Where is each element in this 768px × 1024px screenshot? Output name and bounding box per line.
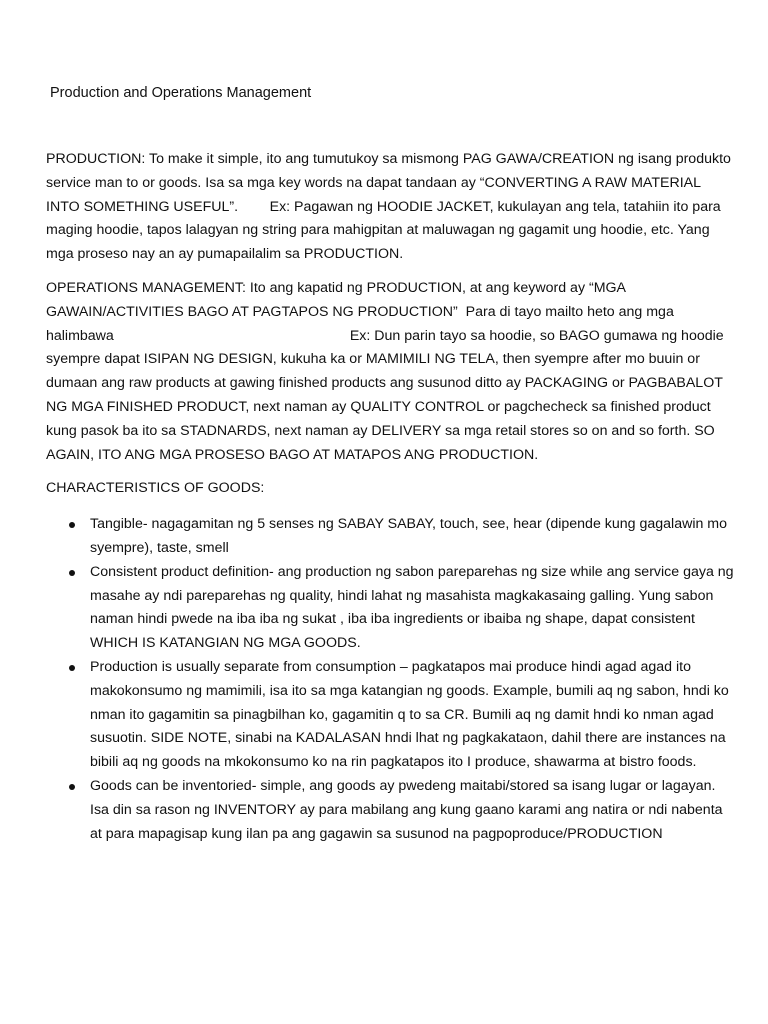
list-item-text: Production is usually separate from consumption – pagkatapos mai produce hindi agad agad ito makokonsumo ng mamimili, isa ito sa mga katangian ng goods. Example, bumili aq ng sabon, hndi ko nman ito gagamitin sa pinagbilhan ko, gagamitin q to sa CR. Bumili aq ng damit hndi ko nman agad susuotin. SIDE NOTE, sinabi na KADALASAN hndi lhat ng pagkakataon, dahil there are instances na bibili aq ng goods na mkokonsumo ko na rin pagkatapos ito I produce, shawarma at bistro foods. xyxy=(90,658,729,771)
production-paragraph: PRODUCTION: To make it simple, ito ang tumutukoy sa mismong PAG GAWA/CREATION ng isang produkto service man to or goods. Isa sa mga key words na dapat tandaan ay “CONVERTING A RAW MATERIAL INTO SOMETHING USEFUL”. Ex: Pagawan ng HOODIE JACKET, kukulayan ang tela, tatahiin ito para maging hoodie, tapos lalagyan ng string para mahigpitan at maluwagan ng gagamit ung hoodie, etc. Yang mga proseso nay an ay pumapailalim sa PRODUCTION. xyxy=(46,151,731,263)
list-item xyxy=(46,656,736,775)
characteristics-list xyxy=(46,513,736,846)
bullet-icon xyxy=(69,522,75,528)
list-item xyxy=(46,775,736,846)
operations-paragraph xyxy=(46,277,736,467)
list-item-text: Tangible- nagagamitan ng 5 senses ng SABAY SABAY, touch, see, hear (dipende kung gagalawin mo syempre), taste, smell xyxy=(90,516,728,556)
operations-paragraph-intro: OPERATIONS MANAGEMENT: Ito ang kapatid ng PRODUCTION, at ang keyword ay “MGA GAWAIN/ACTIVITIES BAGO AT PAGTAPOS NG PRODUCTION” Para di tayo mailto heto ang mga halimbawa xyxy=(46,279,674,344)
bullet-icon xyxy=(69,784,75,790)
list-item-text: Goods can be inventoried- simple, ang goods ay pwedeng maitabi/stored sa isang lugar or lagayan. Isa din sa rason ng INVENTORY ay para mabilang ang kung gaano karami ang natira or ndi nabenta at para mapagisap kung ilan pa ang gagawin sa susunod na pagpoproduce/PRODUCTION xyxy=(90,777,723,842)
characteristics-heading: CHARACTERISTICS OF GOODS: xyxy=(46,480,265,497)
bullet-icon xyxy=(69,570,75,576)
list-item-text: Consistent product definition- ang production ng sabon pareparehas ng size while ang service gaya ng masahe ay ndi pareparehas ng quality, hindi lahat ng masahista magkakasaing galling. Yung sabon naman hindi pwede na iba iba ng sukat , iba iba ingredients or ibaiba ng shape, dapat consistent WHICH IS KATANGIAN NG MGA GOODS. xyxy=(90,563,734,652)
bullet-icon xyxy=(69,665,75,671)
list-item xyxy=(46,561,736,656)
list-item xyxy=(46,513,736,561)
document-page xyxy=(46,83,736,846)
operations-paragraph-example: Ex: Dun parin tayo sa hoodie, so BAGO gumawa ng hoodie syempre dapat ISIPAN NG DESIGN, kukuha ka or MAMIMILI NG TELA, then syempre after mo buuin or dumaan ang raw products at gawing finished products ang susunod ditto ay PACKAGING or PAGBABALOT NG MGA FINISHED PRODUCT, next naman ay QUALITY CONTROL or pagchecheck sa finished product kung pasok ba ito sa STADNARDS, next naman ay DELIVERY sa mga retail stores so on and so forth. SO AGAIN, ITO ANG MGA PROSESO BAGO AT MATAPOS ANG PRODUCTION. xyxy=(46,327,724,463)
document-title: Production and Operations Management xyxy=(50,85,312,101)
